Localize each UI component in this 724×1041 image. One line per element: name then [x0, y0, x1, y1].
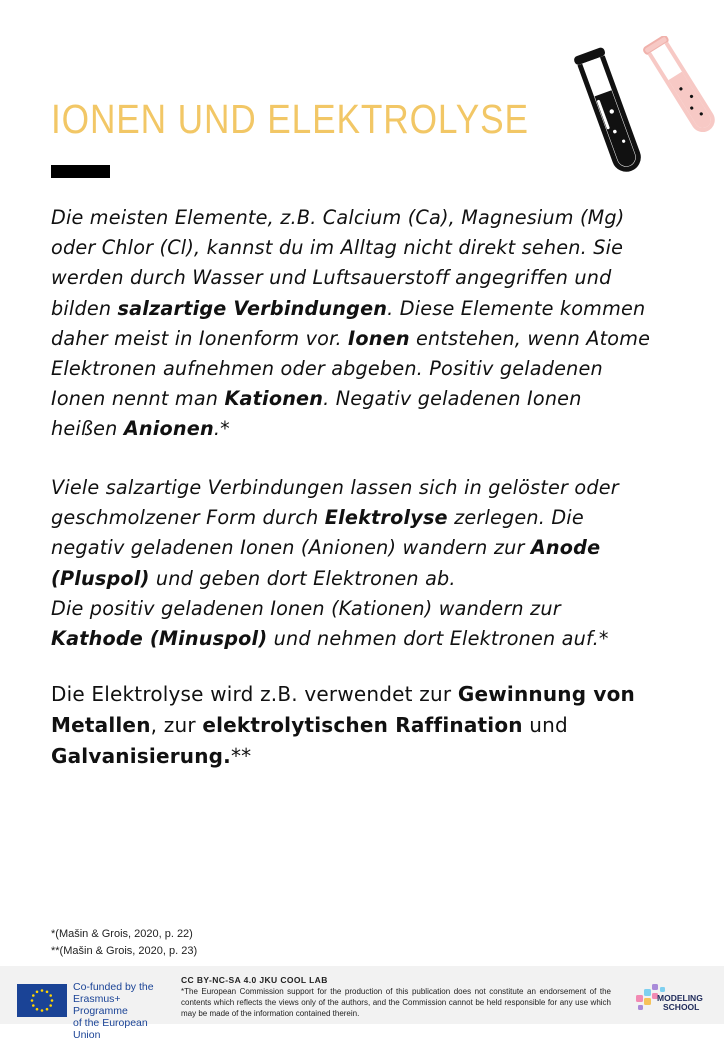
term-ionen: Ionen — [348, 326, 410, 350]
term-kathode: Kathode (Minuspol) — [51, 627, 268, 651]
references — [51, 926, 197, 960]
footer — [0, 966, 724, 1041]
license-disclaimer: *The European Commission support for the production of this publication does not constitute an endorsement of the contents which reflects the views only of the authors, and the Commission cannot be held responsible for any use which may be made of the information contained therein. — [181, 987, 611, 1018]
reference-1: *(Mašin & Grois, 2020, p. 22) — [51, 928, 193, 940]
reference-2: **(Mašin & Grois, 2020, p. 23) — [51, 945, 198, 957]
term-gewinnung-von-metallen: Gewinnung von Metallen — [51, 682, 635, 737]
license-block — [181, 975, 611, 1019]
electrolysis-paragraph: Viele salzartige Verbindungen lassen sich in gelöster oder geschmolzener Form durch Elektrolyse zerlegen. Die negativ geladenen Ionen (Anionen) wandern zur Anode (Pluspol) und geben dort Elektronen ab. Die positiv geladenen Ionen (Kationen) wandern zur Kathode (Minuspol) und nehmen dort Elektronen auf.* — [51, 476, 619, 651]
term-raffination: elektrolytischen Raffination — [202, 713, 523, 737]
page-title: IONEN UND ELEKTROLYSE — [51, 96, 529, 142]
eu-flag-icon — [17, 984, 67, 1017]
term-anode: Anode (Pluspol) — [51, 536, 601, 590]
term-anionen: Anionen — [123, 417, 214, 441]
title-underline-bar — [51, 165, 110, 178]
term-galvanisierung: Galvanisierung. — [51, 744, 231, 768]
license-title: CC BY-NC-SA 4.0 JKU COOL LAB — [181, 975, 328, 985]
term-elektrolyse: Elektrolyse — [324, 506, 448, 530]
term-kationen: Kationen — [224, 387, 324, 411]
erasmus-label: Co-funded by the Erasmus+ Programme of the European Union — [73, 981, 154, 1041]
term-salzartige-verbindungen: salzartige Verbindungen — [117, 296, 388, 320]
applications-paragraph: Die Elektrolyse wird z.B. verwendet zur Gewinnung von Metallen, zur elektrolytischen Raffination und Galvanisierung.** — [51, 682, 635, 768]
modeling-school-logo-text: MODELING SCHOOL — [657, 993, 703, 1012]
intro-paragraph: Die meisten Elemente, z.B. Calcium (Ca), Magnesium (Mg) oder Chlor (Cl), kannst du im Alltag nicht direkt sehen. Sie werden durch Wasser und Luftsauerstoff angegriffen und bilden salzartige Verbindungen. Diese Elemente kommen daher meist in Ionenform vor. Ionen entstehen, wenn Atome Elektronen aufnehmen oder abgeben. Positiv geladenen Ionen nennt man Kationen. Negativ geladenen Ionen heißen Anionen.* — [51, 206, 651, 441]
test-tubes-icon — [566, 36, 722, 186]
